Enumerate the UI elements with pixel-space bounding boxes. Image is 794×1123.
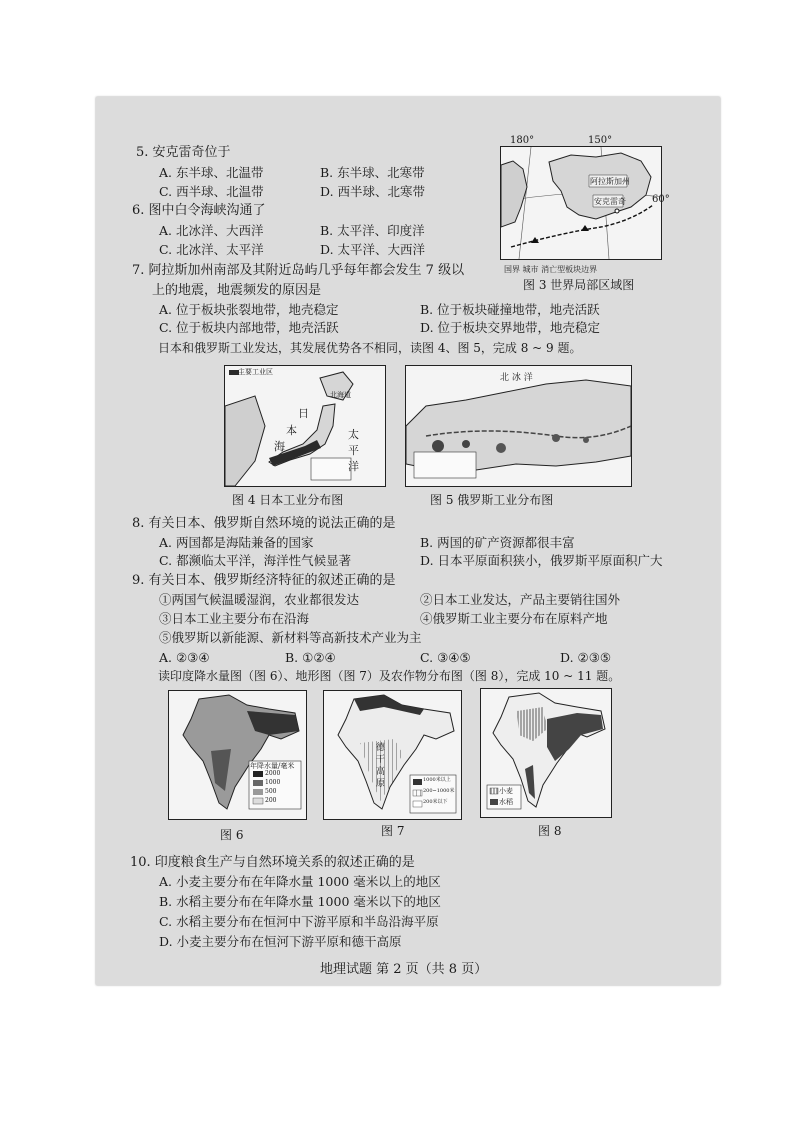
fig7-legend-1: 1000米以上 <box>423 777 451 783</box>
fig6-legend-1: 2000 <box>265 770 281 777</box>
q5-option-d: D. 西半球、北寒带 <box>320 184 426 199</box>
fig4-label-ri: 日 <box>298 407 309 420</box>
q8-option-a: A. 两国都是海陆兼备的国家 <box>159 535 314 550</box>
fig6-caption: 图 6 <box>220 828 244 842</box>
fig4-label-ping: 平 <box>348 444 359 457</box>
q10-stem: 10. 印度粮食生产与自然环境关系的叙述正确的是 <box>130 855 415 870</box>
q8-stem: 8. 有关日本、俄罗斯自然环境的说法正确的是 <box>132 516 396 531</box>
fig7-label-gan: 干 <box>376 755 386 765</box>
figure-3-map <box>500 146 662 260</box>
q8-option-c: C. 都濒临太平洋，海洋性气候显著 <box>159 553 352 568</box>
figure-6-map <box>168 690 307 820</box>
q7-option-d: D. 位于板块交界地带，地壳稳定 <box>420 320 601 335</box>
q8-option-b: B. 两国的矿产资源都很丰富 <box>420 535 575 550</box>
q9-option-c: C. ③④⑤ <box>420 650 471 665</box>
fig8-legend-rice: 水稻 <box>499 798 513 806</box>
q9-stem: 9. 有关日本、俄罗斯经济特征的叙述正确的是 <box>132 573 396 588</box>
figure-4-map <box>224 365 386 487</box>
intro-q10-11: 读印度降水量图（图 6）、地形图（图 7）及农作物分布图（图 8），完成 10 ~ 11 题。 <box>158 669 621 683</box>
q9-option-b: B. ①②④ <box>285 650 336 665</box>
q6-option-b: B. 太平洋、印度洋 <box>320 223 425 238</box>
fig4-caption: 图 4 日本工业分布图 <box>232 493 344 507</box>
fig3-label-anchorage: 安克雷奇 <box>594 197 626 206</box>
q6-option-c: C. 北冰洋、太平洋 <box>159 242 264 257</box>
fig6-legend-3: 500 <box>265 788 277 795</box>
q9-statement-5: ⑤俄罗斯以新能源、新材料等高新技术产业为主 <box>159 630 422 645</box>
fig7-label-gao: 高 <box>376 767 386 777</box>
fig5-caption: 图 5 俄罗斯工业分布图 <box>430 493 554 507</box>
fig6-legend-4: 200 <box>265 797 277 804</box>
fig3-legend: 国界 城市 消亡型板块边界 <box>504 265 598 274</box>
fig3-label-alaska: 阿拉斯加州 <box>590 177 630 186</box>
fig4-label-ben: 本 <box>286 424 297 437</box>
fig4-legend: 主要工业区 <box>238 368 273 376</box>
fig8-caption: 图 8 <box>538 824 562 838</box>
fig7-caption: 图 7 <box>381 824 405 838</box>
fig3-lon-180: 180° <box>510 135 535 146</box>
q10-option-c: C. 水稻主要分布在恒河中下游平原和半岛沿海平原 <box>159 914 439 929</box>
q7-stem-line2: 上的地震，地震频发的原因是 <box>152 283 322 298</box>
fig3-caption: 图 3 世界局部区域图 <box>523 278 635 292</box>
q10-option-b: B. 水稻主要分布在年降水量 1000 毫米以下的地区 <box>159 894 441 909</box>
q9-statement-4: ④俄罗斯工业主要分布在原料产地 <box>420 611 608 626</box>
q6-option-d: D. 太平洋、大西洋 <box>320 242 426 257</box>
q5-option-a: A. 东半球、北温带 <box>159 165 264 180</box>
q7-option-a: A. 位于板块张裂地带，地壳稳定 <box>159 302 339 317</box>
q10-option-d: D. 小麦主要分布在恒河下游平原和德干高原 <box>159 934 402 949</box>
fig7-legend-3: 200米以下 <box>423 799 448 805</box>
q6-option-a: A. 北冰洋、大西洋 <box>159 223 264 238</box>
q7-stem-line1: 7. 阿拉斯加州南部及其附近岛屿几乎每年都会发生 7 级以 <box>132 263 465 278</box>
q7-option-c: C. 位于板块内部地带，地壳活跃 <box>159 320 339 335</box>
q9-statement-2: ②日本工业发达，产品主要销往国外 <box>420 592 621 607</box>
fig3-lat-60: 60° <box>652 194 670 205</box>
fig7-legend-2: 200~1000米 <box>423 788 455 794</box>
q9-statement-1: ①两国气候温暖湿润，农业都很发达 <box>159 592 360 607</box>
q5-option-c: C. 西半球、北温带 <box>159 184 264 199</box>
fig5-label-arctic: 北 冰 洋 <box>500 373 533 383</box>
page-footer: 地理试题 第 2 页（共 8 页） <box>320 962 488 977</box>
q9-option-d: D. ②③⑤ <box>560 650 612 665</box>
fig3-lon-150: 150° <box>588 135 613 146</box>
fig7-label-de: 德 <box>376 743 386 753</box>
intro-q8-9: 日本和俄罗斯工业发达，其发展优势各不相同，读图 4、图 5，完成 8 ~ 9 题。 <box>158 341 582 355</box>
fig6-legend-2: 1000 <box>265 779 281 786</box>
q5-stem: 5. 安克雷奇位于 <box>136 145 231 160</box>
q9-statement-3: ③日本工业主要分布在沿海 <box>159 611 310 626</box>
fig4-label-tai: 太 <box>348 428 359 441</box>
fig8-legend-wheat: 小麦 <box>499 787 513 795</box>
fig6-legend-title: 年降水量/毫米 <box>250 762 295 770</box>
q5-option-b: B. 东半球、北寒带 <box>320 165 425 180</box>
q9-option-a: A. ②③④ <box>159 650 210 665</box>
fig7-label-yuan: 原 <box>376 779 386 789</box>
figure-5-map <box>405 365 632 487</box>
q8-option-d: D. 日本平原面积狭小，俄罗斯平原面积广大 <box>420 553 663 568</box>
q6-stem: 6. 图中白令海峡沟通了 <box>132 203 266 218</box>
fig4-label-hai: 海 <box>274 440 285 453</box>
q7-option-b: B. 位于板块碰撞地带，地壳活跃 <box>420 302 600 317</box>
fig4-label-yang: 洋 <box>348 460 359 473</box>
q10-option-a: A. 小麦主要分布在年降水量 1000 毫米以上的地区 <box>159 874 441 889</box>
fig4-label-hokkaido: 北海道 <box>330 391 351 399</box>
